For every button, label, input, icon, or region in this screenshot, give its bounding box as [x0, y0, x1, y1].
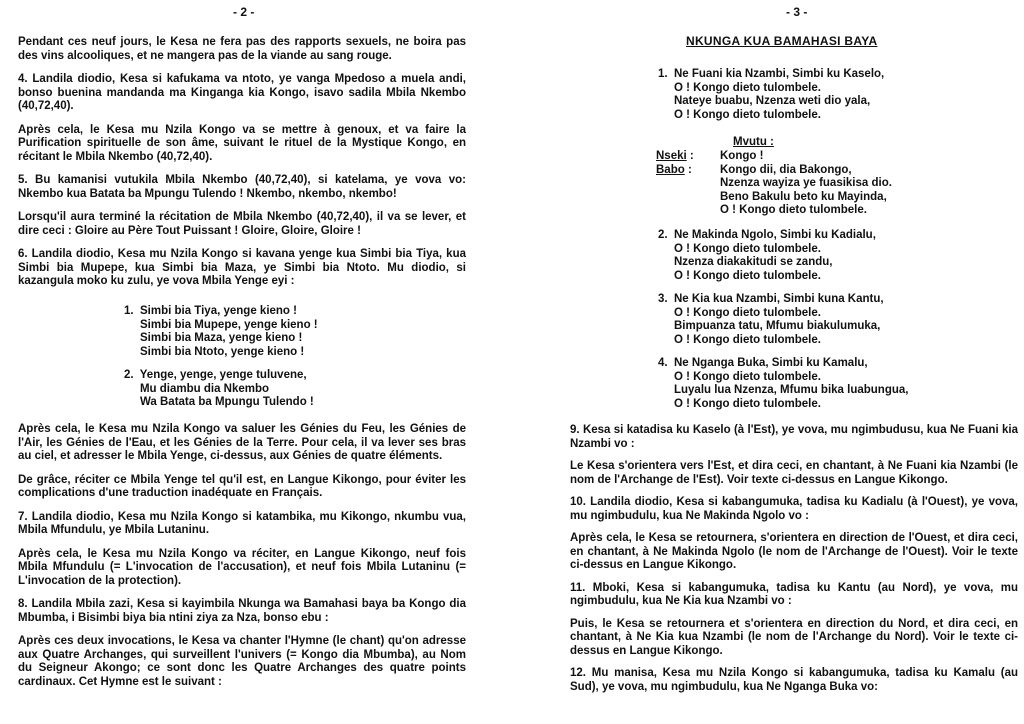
nseki-text: Kongo ! [720, 150, 764, 162]
verse-line: O ! Kongo dieto tulombele. [658, 81, 821, 94]
paragraph: Pendant ces neuf jours, le Kesa ne fera pas des rapports sexuels, ne boira pas des vins alcooliques, et ne mangera pas de la viande au sang rouge. [18, 36, 466, 62]
babo-label: Babo [656, 163, 685, 176]
paragraph: 10. Landila diodio, Kesa si kabangumuka, tadisa ku Kadialu (à l'Ouest), ye vova, mu ngimbudulu, kua Ne Makinda Ngolo vo : [570, 496, 1018, 522]
verse-line: O ! Kongo dieto tulombele. [658, 269, 821, 282]
hymn-verse-2 [658, 229, 998, 283]
page-number-left: - 2 - [233, 5, 255, 19]
verse-line: Bimpuanza tatu, Mfumu biakulumuka, [658, 320, 881, 332]
refrain-heading [733, 136, 774, 150]
verse-line: O ! Kongo dieto tulombele. [658, 108, 821, 121]
verse-line: 3. Ne Kia kua Nzambi, Simbi kuna Kantu, [658, 293, 884, 305]
paragraph: 7. Landila diodio, Kesa mu Nzila Kongo si katambika, mu Kikongo, nkumbu vua, Mbila Mfundulu, ye Mbila Lutaninu. [18, 510, 466, 536]
paragraph: Le Kesa s'orientera vers l'Est, et dira ceci, en chantant, à Ne Fuani kia Nzambi (le nom de l'Archange de l'Est). Voir texte ci-dessus en Langue Kikongo. [570, 460, 1018, 486]
refrain-line: Kongo dii, dia Bakongo, [720, 163, 852, 176]
refrain-line: Nzenza wayiza ye fuasikisa dio. [720, 177, 892, 189]
paragraph: 11. Mboki, Kesa si kabangumuka, tadisa ku Kantu (au Nord), ye vova, mu ngimbudulu, kua Ne Kia kua Nzambi vo : [570, 581, 1018, 607]
verse-line: O ! Kongo dieto tulombele. [658, 370, 821, 383]
paragraph: 4. Landila diodio, Kesa si kafukama va ntoto, ye vanga Mpedoso a muela andi, bonso buenina mandanda ma Kinganga kia Kongo, isavo sadila Mbila Nkembo (40,72,40). [18, 73, 466, 112]
paragraph: Après cela, le Kesa se retournera, s'orientera en direction de l'Ouest, et dira ceci, en chantant, à Ne Makinda Ngolo (le nom de l'Archange de l'Ouest). Voir le texte ci-dessus en Langue Kikongo. [570, 532, 1018, 571]
paragraph: De grâce, réciter ce Mbila Yenge tel qu'il est, en Langue Kikongo, pour éviter les complications d'une traduction inadéquate en Français. [18, 473, 466, 499]
poem-line: Simbi bia Maza, yenge kieno ! [124, 332, 303, 344]
verse-line: O ! Kongo dieto tulombele. [658, 242, 821, 255]
verse-line: Luyalu lua Nzenza, Mfumu bika luabungua, [658, 384, 909, 396]
page-number-right: - 3 - [786, 5, 808, 19]
paragraph: 6. Landila diodio, Kesa mu Nzila Kongo si kavana yenge kua Simbi bia Tiya, kua Simbi bia Mupepe, kua Simbi bia Maza, ye Simbi bia Ntoto. Mu diodio, si kazangula moko ku zulu, ye vova Mbila Yenge eyi : [18, 248, 466, 287]
left-page-text [18, 36, 466, 289]
verse-line: 4. Ne Nganga Buka, Simbi ku Kamalu, [658, 357, 868, 369]
hymn-verse-3 [658, 293, 998, 347]
verse-line: 2. Ne Makinda Ngolo, Simbi ku Kadialu, [658, 229, 876, 241]
poem-line: Simbi bia Ntoto, yenge kieno ! [124, 345, 305, 358]
paragraph: 8. Landila Mbila zazi, Kesa si kayimbila Nkunga wa Bamahasi baya ba Kongo dia Mbumba, i Bisimbi biya bia ntini ziya za Nza, bonso ebu : [18, 598, 466, 624]
paragraph: 5. Bu kamanisi vutukila Mbila Nkembo (40,72,40), si katelama, ye vova vo: Nkembo kua Batata ba Mpungu Tulendo ! Nkembo, nkembo, nkembo! [18, 174, 466, 200]
paragraph: Après ces deux invocations, le Kesa va chanter l'Hymne (le chant) qu'on adresse aux Quatre Archanges, qui surveillent l'univers (= Kongo dia Mbumba), au Nom du Seigneur Akongo; ce sont donc les Quatre Archanges des quatre points cardinaux. Cet Hymne est le suivant : [18, 635, 466, 688]
verse-line: 1. Ne Fuani kia Nzambi, Simbi ku Kaselo, [658, 68, 885, 80]
poem-stanza-1 [124, 305, 424, 359]
nseki-label: Nseki [656, 150, 687, 162]
document-spread: - 2 - Pendant ces neuf jours, le Kesa ne fera pas des rapports sexuels, ne boira pas des vins alcooliques, et ne mangera pas de la viande au sang rouge. 4. Landila diodio, Kesa si kafukama va ntoto, ye vanga Mpedoso a muela andi, bonso buenina mandanda ma Kinganga kia Kongo, isavo sadila Mbila Nkembo (40,72,40). Après cela, le Kesa mu Nzila Kongo va se mettre à genoux, et va faire la Purification spirituelle de son âme, suivant le rituel de la Mystique Kongo, en récitant le Mbila Nkembo (40,72,40). 5. Bu kamanisi vutukila Mbila Nkembo (40,72,40), si katelama, ye vova vo: Nkembo kua Batata ba Mpungu Tulendo ! Nkembo, nkembo, nkembo! Lorsqu'il aura terminé la récitation de Mbila Nkembo (40,72,40), il va se lever, et dire ceci : Gloire au Père Tout Puissant ! Gloire, Gloire, Gloire ! 6. Landila diodio, Kesa mu Nzila Kongo si kavana yenge kua Simbi bia Tiya, kua Simbi bia Mupepe, kua Simbi bia Maza, ye Simbi bia Ntoto. Mu diodio, si kazangula moko ku zulu, ye vova Mbila Yenge eyi : 1. Simbi bia Tiya, yenge kieno ! Simbi bia Mupepe, yenge kieno ! Simbi bia Maza, yenge kieno ! Simbi bia Ntoto, yenge kieno ! 2. Yenge, yenge, yenge tuluvene, Mu diambu dia Nkembo Wa Batata ba Mpungu Tulendo ! Après cela, le Kesa mu Nzila Kongo va saluer les Génies du Feu, les Génies de l'Air, les Génies de l'Eau, et les Génies de la Terre. Pour cela, il va lever ses bras au ciel, et adresser le Mbila Yenge, ci-dessus, aux Génies de quatre éléments. De grâce, réciter ce Mbila Yenge tel qu'il est, en Langue Kikongo, pour éviter les complications d'une traduction inadéquate en Français. 7. Landila diodio, Kesa mu Nzila Kongo si katambika, mu Kikongo, nkumbu vua, Mbila Mfundulu, ye Mbila Lutaninu. Après cela, le Kesa mu Nzila Kongo va réciter, en Langue Kikongo, neuf fois Mbila Mfundulu (= L'invocation de l'accusation), et neuf fois Mbila Lutaninu (= L'invocation de la protection). 8. Landila Mbila zazi, Kesa si kayimbila Nkunga wa Bamahasi baya ba Kongo dia Mbumba, i Bisimbi biya bia ntini ziya za Nza, bonso ebu : Après ces deux invocations, le Kesa va chanter l'Hymne (le chant) qu'on adresse aux Quatre Archanges, qui surveillent l'univers (= Kongo dia Mbumba), au Nom du Seigneur Akongo; ce sont donc les Quatre Archanges des quatre points cardinaux. Cet Hymne est le suivant : - 3 - NKUNGA KUA BAMAHASI BAYA 1. Ne Fuani kia Nzambi, Simbi ku Kaselo, O ! Kongo dieto tulombele. Nateye buabu, Nzenza weti dio yala, O ! Kongo dieto tulombele. Mvutu : Nseki : Kongo ! Babo : Kongo dii, dia Bakongo, Nzenza wayiza ye fuasikisa dio. Beno Bakulu beto ku Mayinda, O ! Kongo dieto tulombele. 2. Ne Makinda Ngolo, Simbi ku Kadialu, O ! Kongo dieto tulombele. Nzenza diakakitudi se zandu, O ! Kongo dieto tulombele. 3. Ne Kia kua Nzambi, Simbi kuna Kantu, O ! Kongo dieto tulombele. Bimpuanza tatu, Mfumu biakulumuka, O ! Kongo dieto tulombele. 4. Ne Nganga Buka, Simbi ku Kamalu, O ! Kongo dieto tulombele. Luyalu lua Nzenza, Mfumu bika luabungua, O ! Kongo dieto tulombele. 9. Kesa si katadisa ku Kaselo (à l'Est), ye vova, mu ngimbudusu, kua Ne Fuani kia Nzambi vo : Le Kesa s'orientera vers l'Est, et dira ceci, en chantant, à Ne Fuani kia Nzambi (le nom de l'Archange de l'Est). Voir texte ci-dessus en Langue Kikongo. 10. Landila diodio, Kesa si kabangumuka, tadisa ku Kadialu (à l'Ouest), ye vova, mu ngimbudulu, kua Ne Makinda Ngolo vo : Après cela, le Kesa se retournera, s'orientera en direction de l'Ouest, et dira ceci, en chantant, à Ne Makinda Ngolo (le nom de l'Archange de l'Ouest). Voir le texte ci-dessus en Langue Kikongo. 11. Mboki, Kesa si kabangumuka, tadisa ku Kantu (au Nord), ye vova, mu ngimbudulu, kua Ne Kia kua Nzambi vo : Puis, le Kesa se retournera et s'orientera en direction du Nord, et dira ceci, en chantant, à Ne Kia kua Nzambi (le nom de l'Archange du Nord). Voir le texte ci-dessus en Langue Kikongo. 12. Mu manisa, Kesa mu Nzila Kongo si kabangumuka, tadisa ku Kamalu (au Sud), ye vova, mu ngimbudulu, kua Ne Nganga Buka vo: [18, 5, 1018, 693]
poem-line: Simbi bia Mupepe, yenge kieno ! [124, 318, 318, 331]
left-page-text-lower [18, 423, 466, 689]
paragraph: Après cela, le Kesa mu Nzila Kongo va réciter, en Langue Kikongo, neuf fois Mbila Mfundulu (= L'invocation de l'accusation), et neuf fois Mbila Lutaninu (= L'invocation de la protection). [18, 547, 466, 587]
poem-line: Mu diambu dia Nkembo [124, 382, 270, 395]
poem-line: 1. Simbi bia Tiya, yenge kieno ! [124, 305, 297, 317]
paragraph: Après cela, le Kesa mu Nzila Kongo va se mettre à genoux, et va faire la Purification spirituelle de son âme, suivant le rituel de la Mystique Kongo, en récitant le Mbila Nkembo (40,72,40). [18, 123, 466, 163]
refrain-label: Mvutu : [733, 136, 774, 148]
paragraph: Après cela, le Kesa mu Nzila Kongo va saluer les Génies du Feu, les Génies de l'Air, les Génies de l'Eau, et les Génies de la Terre. Pour cela, il va lever ses bras au ciel, et adresser le Mbila Yenge, ci-dessus, aux Génies de quatre éléments. [18, 423, 466, 462]
verse-line: Nateye buabu, Nzenza weti dio yala, [658, 95, 871, 107]
paragraph: Puis, le Kesa se retournera et s'orientera en direction du Nord, et dira ceci, en chantant, à Ne Kia kua Nzambi (le nom de l'Archange du Nord). Voir le texte ci-dessus en Langue Kikongo. [570, 617, 1018, 657]
paragraph: Lorsqu'il aura terminé la récitation de Mbila Nkembo (40,72,40), il va se lever, et dire ceci : Gloire au Père Tout Puissant ! Gloire, Gloire, Gloire ! [18, 211, 466, 237]
refrain-line: Beno Bakulu beto ku Mayinda, [720, 190, 887, 203]
poem-line: 2. Yenge, yenge, yenge tuluvene, [124, 369, 307, 381]
right-page-text [570, 424, 1018, 694]
hymn-verse-1 [658, 68, 998, 122]
verse-line: O ! Kongo dieto tulombele. [658, 306, 821, 319]
verse-line: O ! Kongo dieto tulombele. [658, 397, 821, 410]
poem-stanza-2 [124, 369, 424, 410]
refrain-line: O ! Kongo dieto tulombele. [720, 204, 867, 216]
verse-line: O ! Kongo dieto tulombele. [658, 333, 821, 346]
hymn-title: NKUNGA KUA BAMAHASI BAYA [686, 34, 878, 48]
hymn-verse-4 [658, 357, 998, 411]
paragraph: 12. Mu manisa, Kesa mu Nzila Kongo si kabangumuka, tadisa ku Kamalu (au Sud), ye vova, mu ngimbudulu, kua Ne Nganga Buka vo: [570, 667, 1018, 693]
poem-line: Wa Batata ba Mpungu Tulendo ! [124, 396, 314, 408]
verse-line: Nzenza diakakitudi se zandu, [658, 256, 833, 268]
paragraph: 9. Kesa si katadisa ku Kaselo (à l'Est), ye vova, mu ngimbudusu, kua Ne Fuani kia Nzambi vo : [570, 424, 1018, 450]
